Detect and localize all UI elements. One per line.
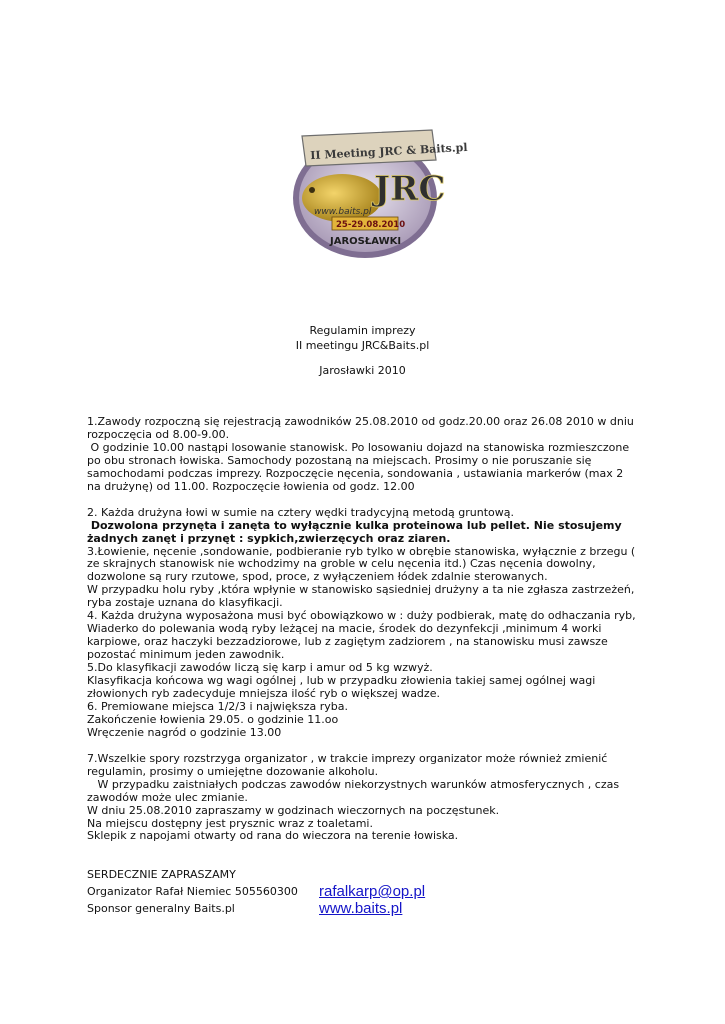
rule-line: rozpoczęcia od 8.00-9.00. xyxy=(87,427,230,441)
rule-line: 6. Premiowane miejsca 1/2/3 i największa ryba. xyxy=(87,699,348,713)
rule-line: 3.Łowienie, nęcenie ,sondowanie, podbieranie ryb tylko w obrębie stanowiska, wyłącznie z brzegu ( xyxy=(87,544,636,558)
rule-line: Sklepik z napojami otwarty od rana do wieczora na terenie łowiska. xyxy=(87,829,459,843)
rule-line: samochodami podczas imprezy. Rozpoczęcie nęcenia, sondowania , ustawiania markerów (max 2 xyxy=(87,466,624,480)
rule-line: ryba zostaje uznana do klasyfikacji. xyxy=(87,596,283,610)
organizer-label: Organizator Rafał Niemiec 505560300 xyxy=(87,885,298,898)
logo-url-text: www.baits.pl xyxy=(314,207,372,217)
rule-line: 7.Wszelkie spory rozstrzyga organizator , w trakcie imprezy organizator może również zmienić xyxy=(87,751,608,765)
rule-line: 5.Do klasyfikacji zawodów liczą się karp i amur od 5 kg wzwyż. xyxy=(87,661,433,675)
logo-date-text: 25-29.08.2010 xyxy=(336,220,406,230)
rule-line: na drużynę) od 11.00. Rozpoczęcie łowienia od godz. 12.00 xyxy=(87,479,415,493)
rule-line: 4. Każda drużyna wyposażona musi być obowiązkowo w : duży podbierak, matę do odhaczania ryb, xyxy=(87,609,636,623)
rule-line: ze skrajnych stanowisk nie wchodzimy na groble w celu nęcenia itd.) Czas nęcenia dowolny, xyxy=(87,557,596,571)
rule-line: W przypadku zaistniałych podczas zawodów niekorzystnych warunków atmosferycznych , czas xyxy=(87,777,620,791)
sponsor-label: Sponsor generalny Baits.pl xyxy=(87,902,235,915)
rule-line: Wręczenie nagród o godzinie 13.00 xyxy=(87,725,282,739)
organizer-row xyxy=(87,883,687,900)
rule-line: W dniu 25.08.2010 zapraszamy w godzinach wieczornych na poczęstunek. xyxy=(87,803,500,817)
rule-line: zawodów może ulec zmianie. xyxy=(87,790,248,804)
rule-line: 2. Każda drużyna łowi w sumie na cztery wędki tradycyjną metodą gruntową. xyxy=(87,505,515,519)
rule-line: Klasyfikacja końcowa wg wagi ogólnej , lub w przypadku złowienia takiej samej ogólnej wagi xyxy=(87,674,596,688)
document-place-year: Jarosławki 2010 xyxy=(319,364,406,377)
rules-text xyxy=(87,416,657,843)
rule-line: W przypadku holu ryby ,która wpłynie w stanowisko sąsiedniej drużyny a ta nie zgłasza zastrzeżeń, xyxy=(87,583,635,597)
rule-line: Wiaderko do polewania wodą ryby leżącej na macie, środek do dezynfekcji ,minimum 4 worki xyxy=(87,622,602,636)
rule-line: O godzinie 10.00 nastąpi losowanie stanowisk. Po losowaniu dojazd na stanowiska rozmieszczone xyxy=(87,440,630,454)
document-subtitle: II meetingu JRC&Baits.pl xyxy=(295,339,430,352)
sponsor-website-link[interactable]: www.baits.pl xyxy=(319,900,403,917)
rule-line: dozwolone są rury rzutowe, spod, proce, z wyłączeniem łódek zdalnie sterowanych. xyxy=(87,570,548,584)
rule-line: pozostać minimum jeden zawodnik. xyxy=(87,648,285,662)
rule-line: regulamin, prosimy o umiejętne dozowanie alkoholu. xyxy=(87,764,379,778)
rule-line: złowionych ryb zadecyduje mniejsza ilość ryb o większej wadze. xyxy=(87,687,440,700)
logo-jrc-text: JRC xyxy=(374,169,446,209)
rule-line: Na miejscu dostępny jest prysznic wraz z toaletami. xyxy=(87,816,373,830)
logo-banner-text: II Meeting JRC & Baits.pl xyxy=(309,140,468,163)
rule-line: Zakończenie łowienia 29.05. o godzinie 11.oo xyxy=(87,712,339,726)
rule-line-bold: Dozwolona przynęta i zanęta to wyłącznie kulka proteinowa lub pellet. Nie stosujemy xyxy=(87,518,622,532)
rule-line: karpiowe, oraz haczyki bezzadziorowe, lub z zagiętym zadziorem , na stanowisku musi zawsze xyxy=(87,635,608,649)
contacts-block xyxy=(87,866,687,917)
closing-invite: SERDECZNIE ZAPRASZAMY xyxy=(87,868,236,881)
rule-line: po obu stronach łowiska. Samochody pozostaną na miejscach. Prosimy o nie poruszanie się xyxy=(87,453,592,467)
document-title: Regulamin imprezy xyxy=(309,324,416,337)
rule-line-bold: żadnych zanęt i przynęt : sypkich,zwierzęcych oraz ziaren. xyxy=(87,531,451,545)
event-logo xyxy=(290,126,468,261)
sponsor-row xyxy=(87,900,687,917)
rule-line: 1.Zawody rozpoczną się rejestracją zawodników 25.08.2010 od godz.20.00 oraz 26.08 2010 w dniu xyxy=(87,415,634,428)
organizer-email-link[interactable]: rafalkarp@op.pl xyxy=(319,883,426,900)
logo-place-text: JAROSŁAWKI xyxy=(330,236,402,247)
